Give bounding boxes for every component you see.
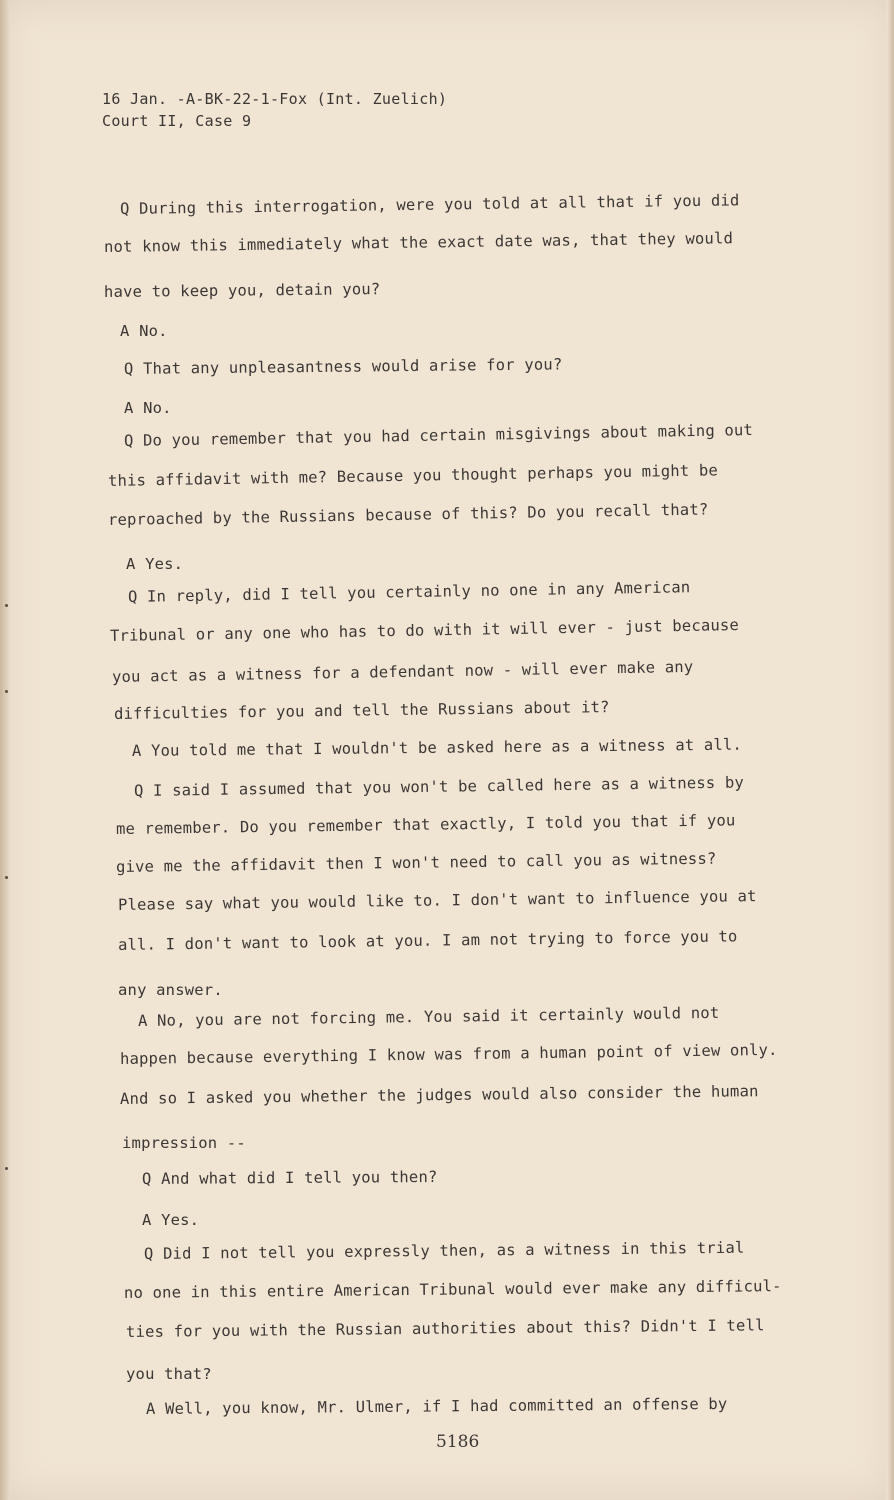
transcript-line: Q Do you remember that you had certain misgivings about making out xyxy=(123,421,754,450)
transcript-line: you that? xyxy=(126,1365,212,1383)
transcript-line: Please say what you would like to. I don't want to influence you at xyxy=(117,887,757,914)
transcript-line: A You told me that I wouldn't be asked here as a witness at all. xyxy=(131,735,743,760)
transcript-line: Q I said I assumed that you won't be called here as a witness by xyxy=(133,773,745,800)
transcript-line: difficulties for you and tell the Russians about it? xyxy=(113,698,610,723)
header-case-reference: 16 Jan. -A-BK-22-1-Fox (Int. Zuelich) xyxy=(102,90,448,108)
punch-mark xyxy=(5,604,8,607)
transcript-line: A Yes. xyxy=(126,555,184,573)
punch-mark xyxy=(5,690,8,693)
transcript-line: A Well, you know, Mr. Ulmer, if I had committed an offense by xyxy=(145,1394,728,1418)
paper-left-edge xyxy=(0,0,10,1500)
transcript-line: any answer. xyxy=(118,981,223,999)
transcript-line: have to keep you, detain you? xyxy=(103,280,381,301)
transcript-line: all. I don't want to look at you. I am not trying to force you to xyxy=(117,927,738,954)
transcript-line: Q In reply, did I tell you certainly no one in any American xyxy=(127,578,691,606)
punch-mark xyxy=(5,1167,8,1170)
transcript-line: Q That any unpleasantness would arise for you? xyxy=(123,355,563,378)
punch-mark xyxy=(5,876,8,879)
transcript-line: me remember. Do you remember that exactly, I told you that if you xyxy=(115,811,736,838)
transcript-line: A No. xyxy=(124,399,172,417)
transcript-line: this affidavit with me? Because you thought perhaps you might be xyxy=(107,461,719,490)
page-number: 5186 xyxy=(436,1432,480,1452)
transcript-line: A No, you are not forcing me. You said it certainly would not xyxy=(137,1003,720,1030)
transcript-line: Q And what did I tell you then? xyxy=(141,1167,438,1188)
transcript-line: Tribunal or any one who has to do with it will ever - just because xyxy=(109,616,740,645)
transcript-line: not know this immediately what the exact date was, that they would xyxy=(103,229,734,256)
transcript-line: A No. xyxy=(120,322,168,340)
transcript-line: Q Did I not tell you expressly then, as a witness in this trial xyxy=(143,1238,745,1263)
transcript-line: impression -- xyxy=(122,1134,246,1152)
transcript-line: give me the affidavit then I won't need to call you as witness? xyxy=(115,849,717,876)
paper-right-edge xyxy=(886,0,894,1500)
transcript-line: you act as a witness for a defendant now - will ever make any xyxy=(111,657,694,686)
transcript-line: And so I asked you whether the judges would also consider the human xyxy=(119,1082,759,1108)
transcript-line: ties for you with the Russian authorities about this? Didn't I tell xyxy=(125,1316,765,1341)
transcript-line: Q During this interrogation, were you told at all that if you did xyxy=(119,191,740,218)
header-court: Court II, Case 9 xyxy=(102,112,252,130)
transcript-line: happen because everything I know was from a human point of view only. xyxy=(119,1040,778,1068)
transcript-line: reproached by the Russians because of this? Do you recall that? xyxy=(107,500,709,529)
transcript-line: no one in this entire American Tribunal would ever make any difficul- xyxy=(123,1277,782,1302)
document-header xyxy=(102,88,447,132)
transcript-line: A Yes. xyxy=(142,1211,200,1229)
